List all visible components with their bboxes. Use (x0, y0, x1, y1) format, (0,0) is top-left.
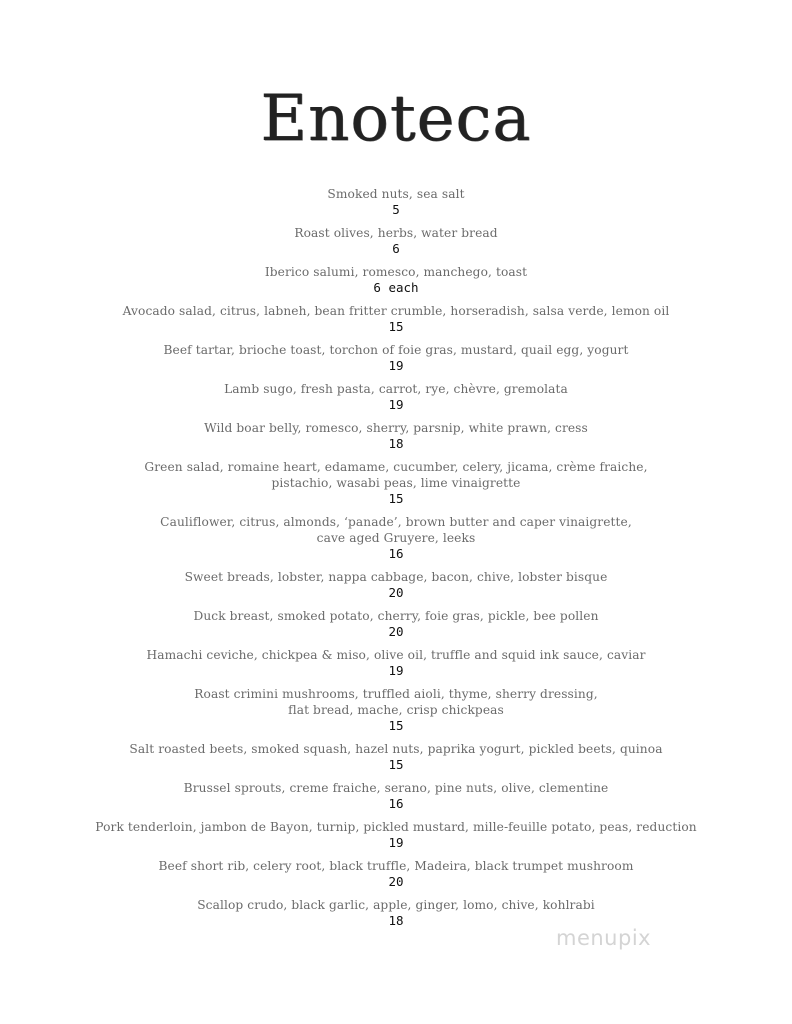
menu-item-description: Scallop crudo, black garlic, apple, ginger, lomo, chive, kohlrabi (197, 898, 595, 912)
menu-item-price: 15 (388, 757, 404, 772)
menu-item (0, 381, 792, 413)
menu-item-description: Brussel sprouts, creme fraiche, serano, pine nuts, olive, clementine (183, 781, 609, 795)
menu-item-description: pistachio, wasabi peas, lime vinaigrette (271, 476, 521, 490)
watermark: menupix (556, 926, 652, 950)
menu-item-description: Wild boar belly, romesco, sherry, parsnip, white prawn, cress (204, 421, 588, 435)
menu-item-price: 18 (388, 436, 404, 451)
menu-item-price: 15 (388, 491, 404, 506)
menu-item-description: Salt roasted beets, smoked squash, hazel nuts, paprika yogurt, pickled beets, quinoa (129, 742, 663, 756)
menu-item-price: 6 (392, 241, 400, 256)
menu-item (0, 225, 792, 257)
menu-item-description: Beef tartar, brioche toast, torchon of foie gras, mustard, quail egg, yogurt (163, 343, 629, 357)
menu-item-price: 19 (388, 397, 404, 412)
menu-item (0, 514, 792, 562)
menu-item-description: Roast olives, herbs, water bread (294, 226, 498, 240)
menu-item-description: cave aged Gruyere, leeks (316, 531, 476, 545)
menu-item-price: 15 (388, 319, 404, 334)
menu-item (0, 686, 792, 734)
menu-item-description: flat bread, mache, crisp chickpeas (288, 703, 504, 717)
menu-item-price: 20 (388, 585, 404, 600)
menu-item-description: Duck breast, smoked potato, cherry, foie gras, pickle, bee pollen (193, 609, 599, 623)
menu-item (0, 608, 792, 640)
menu-item-price: 20 (388, 624, 404, 639)
restaurant-title: Enoteca (260, 82, 532, 156)
menu-item (0, 647, 792, 679)
menu-item-description: Cauliflower, citrus, almonds, ‘panade’, brown butter and caper vinaigrette, (160, 515, 632, 529)
menu-item-description: Smoked nuts, sea salt (327, 187, 465, 201)
menu-item-description: Sweet breads, lobster, nappa cabbage, bacon, chive, lobster bisque (184, 570, 608, 584)
menu-item-description: Lamb sugo, fresh pasta, carrot, rye, chèvre, gremolata (224, 382, 568, 396)
menu-item-price: 5 (392, 202, 400, 217)
menu-item (0, 459, 792, 507)
menu-item-description: Green salad, romaine heart, edamame, cucumber, celery, jicama, crème fraiche, (144, 460, 648, 474)
menu-item-description: Iberico salumi, romesco, manchego, toast (264, 265, 528, 279)
menu-item-price: 16 (388, 546, 404, 561)
menu-item (0, 264, 792, 296)
menu-item-description: Hamachi ceviche, chickpea & miso, olive oil, truffle and squid ink sauce, caviar (146, 648, 646, 662)
menu-item-price: 18 (388, 913, 404, 928)
menu-item (0, 303, 792, 335)
menu-item (0, 569, 792, 601)
menu-item (0, 858, 792, 890)
menu-item (0, 819, 792, 851)
menu-item-price: 15 (388, 718, 404, 733)
menu-item (0, 186, 792, 218)
menu-item-description: Roast crimini mushrooms, truffled aioli, thyme, sherry dressing, (194, 687, 598, 701)
menu-list (0, 186, 792, 936)
menu-item-price: 19 (388, 358, 404, 373)
menu-item (0, 420, 792, 452)
menu-item-description: Beef short rib, celery root, black truffle, Madeira, black trumpet mushroom (158, 859, 634, 873)
menu-item-price: 20 (388, 874, 404, 889)
menu-item-description: Pork tenderloin, jambon de Bayon, turnip, pickled mustard, mille-feuille potato, peas, reduction (95, 820, 697, 834)
menu-item (0, 897, 792, 929)
menu-item (0, 780, 792, 812)
menu-item-description: Avocado salad, citrus, labneh, bean fritter crumble, horseradish, salsa verde, lemon oil (122, 304, 670, 318)
menu-item (0, 342, 792, 374)
menu-item (0, 741, 792, 773)
menu-item-price: 16 (388, 796, 404, 811)
menu-item-price: 6 each (373, 280, 419, 295)
menu-item-price: 19 (388, 663, 404, 678)
menu-item-price: 19 (388, 835, 404, 850)
